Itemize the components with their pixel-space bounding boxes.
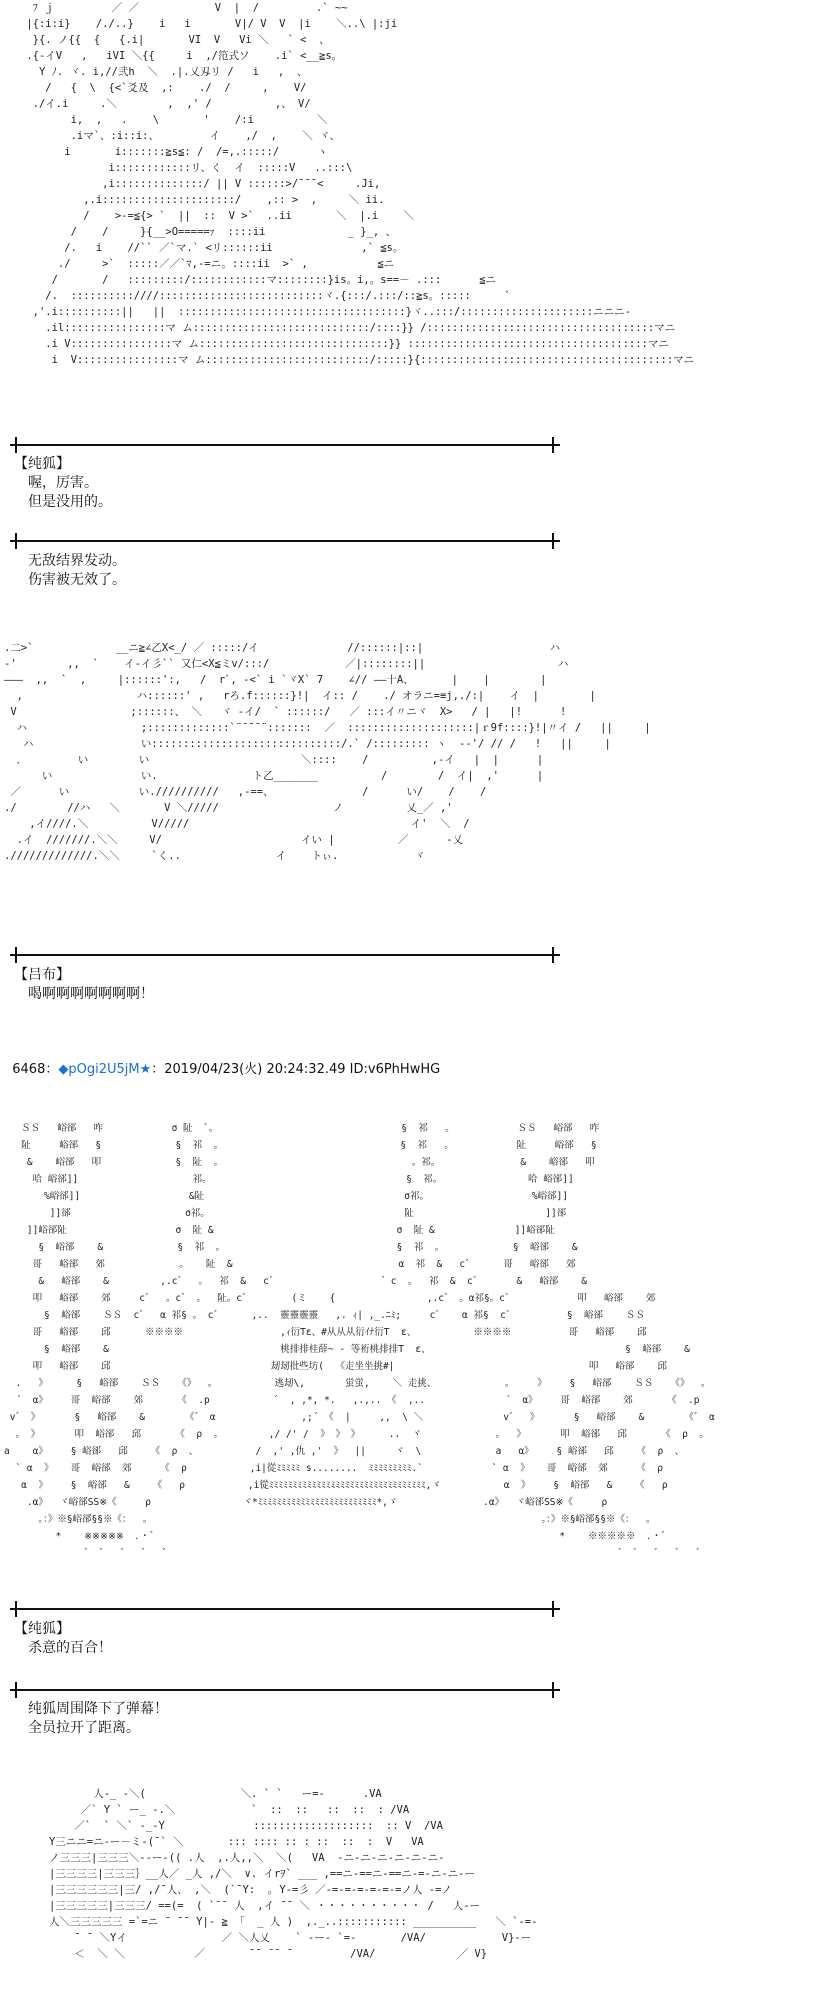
post-header	[4, 1043, 440, 1077]
speaker-label: 【吕布】	[14, 967, 70, 983]
separator-1-tick-right	[552, 437, 554, 453]
ascii-art-lily-danmaku: ＳＳ 峪郤 咋 σ 阯 ﾟ。 § 祁 。 ＳＳ 峪郤 咋 阯 峪郤 § § 祁 。 § 祁 。 阯 峪郤 § & 峪郤 叩 § 阯 。 。祁。 & 峪郤 叩 哈 峪郤]] 祁。 § 祁。 哈 峪郤]] %峪郤]] &阯 σ祁。 %峪郤]] ]]郤 σ祁。 阯 ]]郤 ]]峪郤阯 σ 阯 & σ 阯 & ]]峪郤阯 § 峪郤 & § 祁 。 § 祁 。 § 峪郤 & 哥 峪郤 郊 。 阯 & α 祁 & c゛ 哥 峪郤 郊 & 峪郤 & ,.c゛ 。 祁 & c゛ ゛c 。 祁 & c゛ & 峪郤 & 叩 峪郤 郊 c゛ 。c゛ 。 阯。c゛ (ミ { ,.c゛ 。α祁§。c゛ 叩 峪郤 郊 § 峪郤 ＳＳ c゛ α 祁§ 。 c゛ ,.. 靈靈靈靈 ,. ｨ| ,_.ﾆﾐ; c゛ α 祁§ c゛ § 峪郤 ＳＳ 哥 峪郤 邱 ※※※※ ,ｨ衍Tε、#从从从衍ｲﾅ衍T ε、 ※※※※ 哥 峪郤 邱 § 峪郤 & 桃排排桂薛~ - 等裄桃排排T ε、 § 峪郤 & 叩 峪郤 邱 刼刼批些坊( 《走坐坐挑#| 叩 峪郤 邱 . 》 § 峪郤 ＳＳ 《》 。 逃刼\, 蛍蛍, ＼ 走挑、 。 》 § 峪郤 ＳＳ 《》 。 ´ α》 哥 峪郤 郊 《 .p ´ , ,*, *. ,.,.. 《 ,.. ´ α》 哥 峪郤 郊 《 .p v゛ 》 § 峪郤 & 《゛ α ,;´ 《 | ,, \ ＼ v゛ 》 § 峪郤 & 《゛ α 。 》 叩 峪郤 邱 《 ρ 。 ,/ /' / 》 》 》 .. ヾ 。 》 叩 峪郤 邱 《 ρ 。 a α》 § 峪郤 邱 《 ρ 、 / ,' ,仇 ,' 》 || ヾ \ a α》 § 峪郤 邱 《 ρ 、 ` α 》 哥 峪郤 郊 《 ρ ,i|從ﾐﾐﾐﾐﾐ s........ ﾐﾐﾐﾐﾐﾐﾐﾐﾐ.` ` α 》 哥 峪郤 郊 《 ρ α 》 § 峪郤 & 《 ρ ,i從ﾐﾐﾐﾐﾐﾐﾐﾐﾐﾐﾐﾐﾐﾐﾐﾐﾐﾐﾐﾐﾐﾐﾐﾐﾐﾐﾐﾐﾐﾐﾐﾐﾐ,ゞ α 》 § 峪郤 & 《 ρ .α》 ヾ峪郤SS※《 ρ ヾ*ﾐﾐﾐﾐﾐﾐﾐﾐﾐﾐﾐﾐﾐﾐﾐﾐﾐﾐﾐﾐﾐﾐﾐﾐﾐ*,ゞ .α》 ヾ峪郤SS※《 ρ 。：》※§峪郤§§※《： 。 。：》※§峪郤§§※《： 。 * ※※※※※ ．・゛ * ※※※※※ ．・゛ ゛ ゛ ゛ ゛ ゛ ゛ ゛ ゛ ゛ ゛	[4, 1123, 715, 1559]
dialogue-junko-1	[14, 455, 112, 512]
separator-3	[10, 954, 560, 956]
separator-4	[10, 1608, 560, 1610]
narration-line: 纯狐周围降下了弹幕！	[28, 1701, 168, 1717]
ascii-art-group: 人-_ -＼( ＼. ` ` ー=- .VA ／` Y ` ー_ -.＼ ` :: :: :: :: : /VA ／` ` ＼` -_-Y ::::::::::::::::::: :: V /VA Y三ニニ=ニ-ー－ミ-(¯` ＼ ::: :::: :: : :: :: : V VA ノ三三三|三三三＼--ー-(( .人 ,.人,,＼ ＼( VA -ニ-ニ-ニ-ニ-ニ-ニ- |三三三三|三三三｝__人／ _人 ,/＼ ∨. イrｦ` ___ ,==ニ-==ニ-==ニ-=-ニ-ニ-ー |三三三三三三|三/ ,/¯人、 ,＼ (`¯Y: ｡ Y-=彡 ／-=-=-=-=-=-=ノ人 -=ノ |三三三三三|三三三/ ==(= ( `¯¯ 人 ,イ ¯¯ ＼ ・・・・・・・・・・ / 人-ー 人＼三三三三三 =`=ニ ¯ ¯¯ Y|- ≧ 「 _ 人 ) ,._..::::::::::: __________ ＼ `-=- ¯ ¯ ＼Yイ ／ ＼人乂 ` -ー- `=- /VA/ V}-ー ＜ ＼ ＼ ／ ¯¯ ¯¯ ¯ /VA/ ／ V}	[48, 1788, 538, 1960]
dialogue-junko-2	[14, 1620, 112, 1658]
separator-2-tick-left	[15, 533, 17, 549]
narration-2	[14, 1700, 168, 1738]
separator-4-tick-left	[15, 1601, 17, 1617]
separator-2-tick-right	[552, 533, 554, 549]
separator-2	[10, 540, 560, 542]
separator-1	[10, 444, 560, 446]
separator-5-tick-right	[552, 1682, 554, 1698]
ascii-art-lubu: .二>` __ニ≧∠乙X<_/ ／ :::::/イ //::::::|::| ハ -' ,, ` イ-イ彡`` 又仁<X≦ミv/:::/ ／|::::::::|| ハ ――― ,, ` , |::::::':, / rﾞ, -<` i `ヾX` 7 ∠// ――十A、 | | | , ハ::::::' , rろ.f::::::}!| イ:: / ./ オラニ=≡j,./:| イ | | V ;::::::、 ＼ ヾ -イ/ ` ::::::/ ／ :::イ〃ニヾ X> / | |! ! ハ ;:::::::::::::`¨¯¯¯¨::::::: ／ ::::::::::::::::::::|ｒ9f::::}!|〃イ / || | ハ い::::::::::::::::::::::::::::::/.` /::::::::: ヽ --'/ // / ! || | ． い い ＼:::: / ,-イ | | | い い. ト乙_______ / / イ| ,' | ／ い い.////////// ,-==、 / い/ / / ./ //ハ ＼ V ＼///// ノ 乂_／ ,' ,イ////.＼ V///// イ' ＼ / .イ ///////.＼＼ V/ イい | ／ ‐乂 ./////////////.＼＼ `く.. イ トぃ. ヾ	[4, 642, 651, 862]
narration-line: 无敌结界发动。	[28, 553, 126, 569]
separator-5	[10, 1689, 560, 1691]
narration-line: 全员拉开了距离。	[28, 1720, 140, 1736]
separator-4-tick-right	[552, 1601, 554, 1617]
post-tripcode[interactable]: ◆pOgi2U5jM	[58, 1062, 140, 1077]
separator-1-tick-left	[15, 437, 17, 453]
post-datetime-id: ：2019/04/23(火) 20:24:32.49 ID:v6PhHwHG	[151, 1062, 441, 1077]
dialogue-line: 喔，厉害。	[28, 475, 98, 491]
dialogue-lubu	[14, 966, 154, 1004]
post-number[interactable]: 6468：	[12, 1062, 59, 1077]
star-icon: ★	[139, 1062, 152, 1077]
speaker-label: 【纯狐】	[14, 1621, 70, 1637]
dialogue-line: 但是没用的。	[28, 494, 112, 510]
dialogue-line: 杀意的百合！	[28, 1640, 112, 1656]
narration-line: 伤害被无效了。	[28, 572, 126, 588]
dialogue-line: 喝啊啊啊啊啊啊啊！	[28, 986, 154, 1002]
narration-1	[14, 552, 126, 590]
speaker-label: 【纯狐】	[14, 456, 70, 472]
ascii-art-junko: ﾌ ｊ ／ ／ V | / .` ~~ |{:i:i} /./..} i i V|/ V V |i ＼..\ |:ji }{. ノ{{ { {.i| VI V Vi ＼ ` < 、 .{-イV , iVI ＼{{ i ,/笵式ソ .i` <__≧s。 Y ﾉ. ヾ. i,//弐h ＼ .|.乂刄リ / i , 、 / { \ {<`爻及 ,: ./ / , V/ ./イ.i .＼ , ,' / ,、 V/ i, , . \ ' /:i ＼ .iマ`、:i::i:、 イ ,/ , ＼ ヾ、 i i:::::::≧s≦: / /=,.:::::/ ヽ i::::::::::::リ、く イ :::::V ..:::\ ,i::::::::::::::/ || V ::::::>/¯¯¯< .Ji, ,.i:::::::::::::::::::::/ ,:: > , ＼ ii. / >-=≦{> ` || :: V >` ..ii ＼ |.i ＼ / / }{__>O=====ｧ ::::ii _ }_, 、 /. i //`` ／`マ.` <リ::::::ii ,` ≦s。 ./ >` :::::／／`ﾏ,-=ニ。::::ii >` , ≦ニ / / :::::::::/::::::::::::マ::::::::}is。i,。s==－ .::: ≦ニ /. ::::::::::////::::::::::::::::::::::::::ヾ.{:::/.:::/::≧s。::::: ﾞ ,'.i::::::::::|| || ::::::::::::::::::::::::::::::::::::}ヾ..:::/:::::::::::::::::::::ニニニ- .il::::::::::::::::マ ム::::::::::::::::::::::::::::/::::}} /::::::::::::::::::::::::::::::::::::マニ .i V::::::::::::::::マ ム::::::::::::::::::::::::::::::}} ::::::::::::::::::::::::::::::::::::::マニ i V::::::::::::::::マ ム::::::::::::::::::::::::::/:::::}{::::::::::::::::::::::::::::::::::::::::マニ	[26, 2, 695, 366]
separator-3-tick-right	[552, 947, 554, 963]
separator-5-tick-left	[15, 1682, 17, 1698]
separator-3-tick-left	[15, 947, 17, 963]
